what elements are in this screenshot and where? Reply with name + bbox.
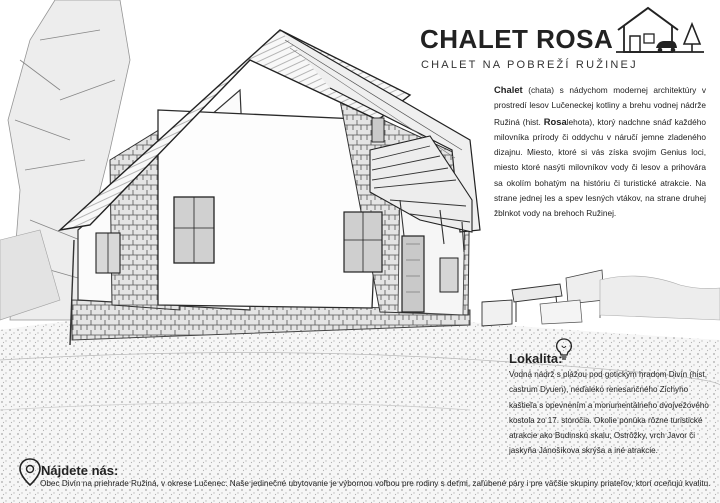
window-gable [440,258,458,292]
intro-text-part1: (chata) s nádychom modernej architektúry v prostredí lesov Lučeneckej kotliny a brehu vodnej nádrže Ružiná (hist. [494,85,706,127]
house-car-tree-logo [614,4,706,56]
intro-paragraph [494,82,706,222]
brand-subtitle: CHALET NA POBREŽÍ RUŽINEJ [421,59,638,71]
garden-furniture [482,270,604,326]
intro-text-part2: lehota), ktorý nadchne snáď každého milovníka prírody či oddychu v náručí jemne zladeného dizajnu. Miesto, ktoré si vás získa svojim Genius loci, miesto ktoré nasýti milovníkov vody či lesov a prihovára sa okolím bohatým na históriu či turistické atrakcie. Na strane jednej les a spev lesných vtákov, na strane druhej žblnkot vody na brehoch Ružinej. [494,116,706,219]
brand-title: CHALET ROSA [420,24,614,54]
intro-lead-word: Chalet [494,84,523,95]
najdete-heading: Nájdete nás: [41,463,119,478]
najdete-text: Obec Divín na priehrade Ružiná, v okrese Lučenec. Naše jedinečné ubytovanie je výbornou voľbou pre rodiny s deťmi, zaľúbené páry i pre väčšie skupiny priateľov, ktorí oceňujú kvalitu. [40,479,711,488]
intro-rosa-word: Rosa [543,115,567,127]
window-attic [372,118,384,142]
entrance-door [402,236,424,312]
lokalita-text: Vodná nádrž s plážou pod gotickým hradom Divín (hist. castrum Dyuen), neďaleko renesančného Zichyho kaštieľa s opevnením a monumentálneho dvojvežového kostola zo 17. storočia. Okolie ponúka rôzne turistické atrakcie ako Budinskú skalu, Ostrôžky, vrch Javor či jaskyňa Jánošíkova skrýša a iné atrakcie. [509,370,709,456]
lokalita-heading: Lokalita: [509,351,563,366]
